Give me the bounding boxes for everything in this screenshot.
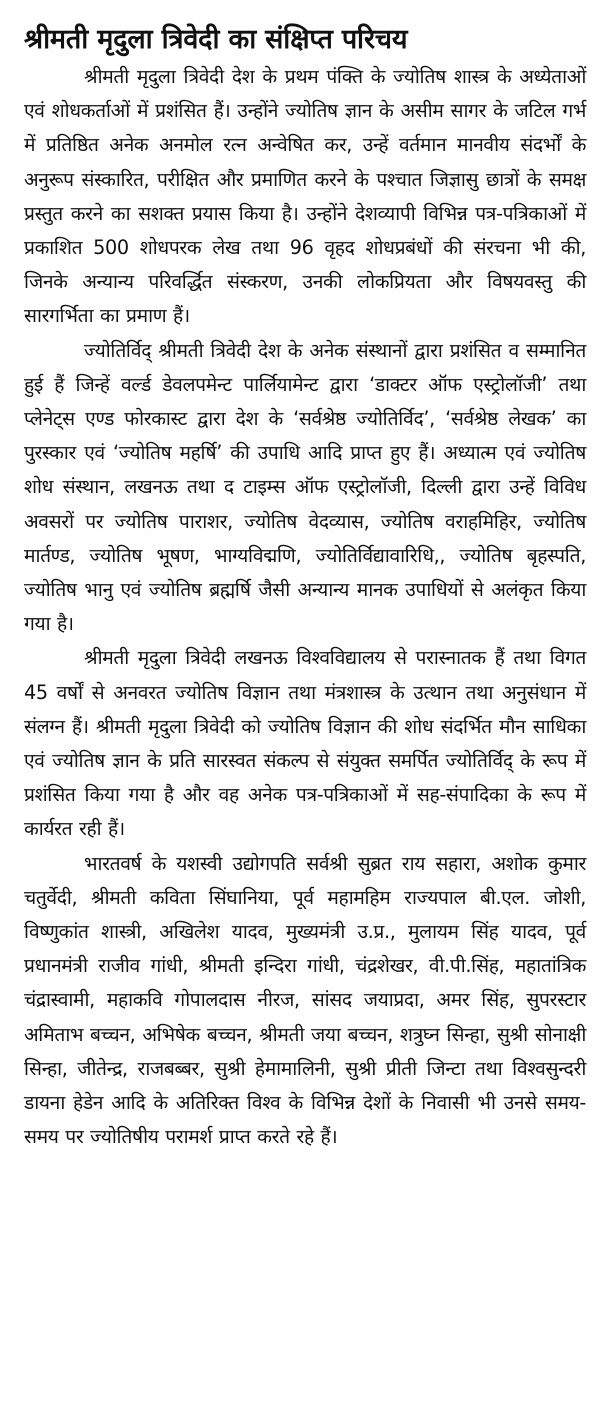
- paragraph-education: श्रीमती मृदुला त्रिवेदी लखनऊ विश्वविद्यालय से परास्नातक हैं तथा विगत 45 वर्षों से अनवरत ज्योतिष विज्ञान तथा मंत्रशास्त्र के उत्थान तथा अनुसंधान में संलग्न हैं। श्रीमती मृदुला त्रिवेदी को ज्योतिष विज्ञान की शोध संदर्भित मौन साधिका एवं ज्योतिष ज्ञान के प्रति सारस्वत संकल्प से संयुक्त समर्पित ज्योतिर्विद् के रूप में प्रशंसित किया गया है और वह अनेक पत्र-पत्रिकाओं में सह-संपादिका के रूप में कार्यरत रही हैं।: [24, 646, 586, 841]
- page-title: श्रीमती मृदुला त्रिवेदी का संक्षिप्त परिचय: [24, 24, 408, 55]
- paragraph-introduction: श्रीमती मृदुला त्रिवेदी देश के प्रथम पंक्ति के ज्योतिष शास्त्र के अध्येताओं एवं शोधकर्ताओं में प्रशंसित हैं। उन्होंने ज्योतिष ज्ञान के असीम सागर के जटिल गर्भ में प्रतिष्ठित अनेक अनमोल रत्न अन्वेषित कर, उन्हें वर्तमान मानवीय संदर्भों के अनुरूप संस्कारित, परीक्षित और प्रमाणित करने के पश्चात जिज्ञासु छात्रों के समक्ष प्रस्तुत करने का सशक्त प्रयास किया है। उन्होंने देशव्यापी विभिन्न पत्र-पत्रिकाओं में प्रकाशित 500 शोधपरक लेख तथा 96 वृहद शोधप्रबंधों की संरचना भी की, जिनके अन्यान्य परिवर्द्धित संस्करण, उनकी लोकप्रियता और विषयवस्तु की सारगर्भिता का प्रमाण हैं।: [24, 65, 586, 328]
- paragraph-honours: ज्योतिर्विद् श्रीमती त्रिवेदी देश के अनेक संस्थानों द्वारा प्रशंसित व सम्मानित हुई हैं जिन्हें वर्ल्ड डेवलपमेन्ट पार्लियामेन्ट द्वारा ‘डाक्टर ऑफ एस्ट्रोलॉजी’ तथा प्लेनेट्स एण्ड फोरकास्ट द्वारा देश के ‘सर्वश्रेष्ठ ज्योतिर्विद’, ‘सर्वश्रेष्ठ लेखक’ का पुरस्कार एवं ‘ज्योतिष महर्षि’ की उपाधि आदि प्राप्त हुए हैं। अध्यात्म एवं ज्योतिष शोध संस्थान, लखनऊ तथा द टाइम्स ऑफ एस्ट्रोलॉजी, दिल्ली द्वारा उन्हें विविध अवसरों पर ज्योतिष पाराशर, ज्योतिष वेदव्यास, ज्योतिष वराहमिहिर, ज्योतिष मार्तण्ड, ज्योतिष भूषण, भाग्यविद्मणि, ज्योतिर्विद्यावारिधि,, ज्योतिष बृहस्पति, ज्योतिष भानु एवं ज्योतिष ब्रह्मर्षि जैसी अन्यान्य मानक उपाधियों से अलंकृत किया गया है।: [24, 338, 586, 636]
- paragraph-clients: भारतवर्ष के यशस्वी उद्योगपति सर्वश्री सुब्रत राय सहारा, अशोक कुमार चतुर्वेदी, श्रीमती कविता सिंघानिया, पूर्व महामहिम राज्यपाल बी.एल. जोशी, विष्णुकांत शास्त्री, अखिलेश यादव, मुख्यमंत्री उ.प्र., मुलायम सिंह यादव, पूर्व प्रधानमंत्री राजीव गांधी, श्रीमती इन्दिरा गांधी, चंद्रशेखर, वी.पी.सिंह, महातांत्रिक चंद्रास्वामी, महाकवि गोपालदास नीरज, सांसद जयाप्रदा, अमर सिंह, सुपरस्टार अमिताभ बच्चन, अभिषेक बच्चन, श्रीमती जया बच्चन, शत्रुघ्न सिन्हा, सुश्री सोनाक्षी सिन्हा, जीतेन्द्र, राजबब्बर, सुश्री हेमामालिनी, सुश्री प्रीती जिन्टा तथा विश्वसुन्दरी डायना हेडेन आदि के अतिरिक्त विश्व के विभिन्न देशों के निवासी भी उनसे समय-समय पर ज्योतिषीय परामर्श प्राप्त करते रहे हैं।: [24, 851, 586, 1149]
